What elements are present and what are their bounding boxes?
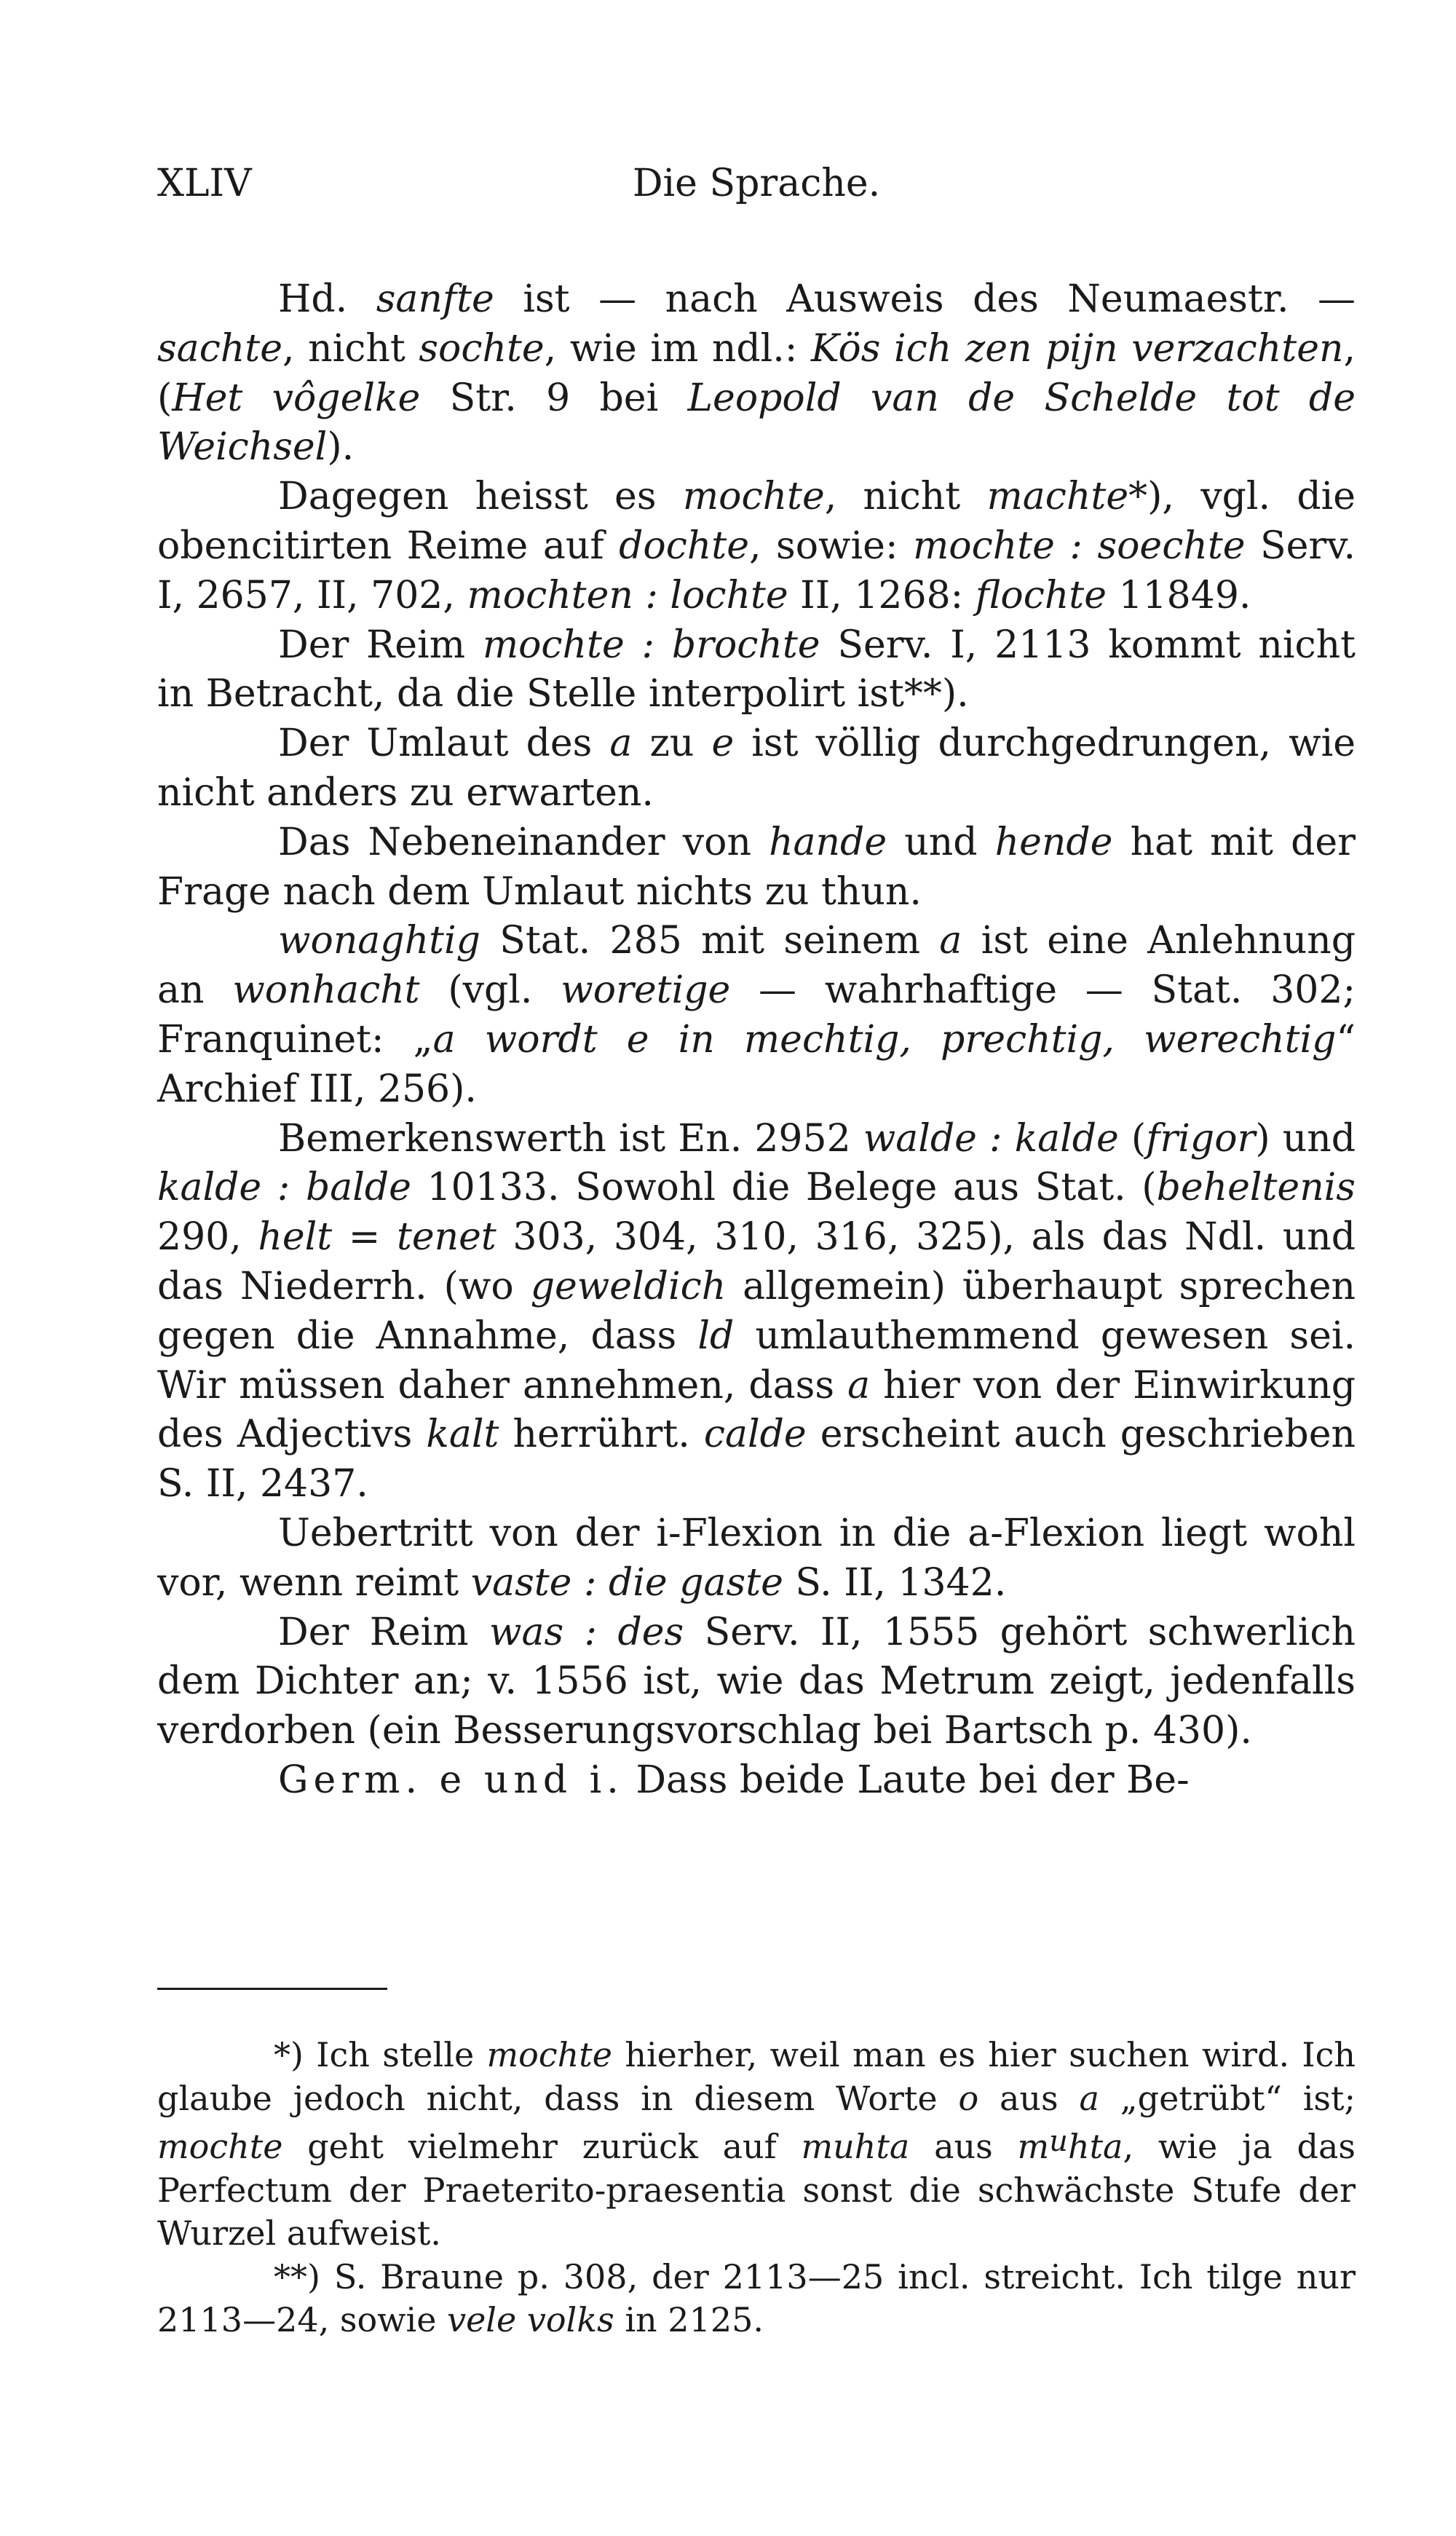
main-text <box>157 275 1356 1806</box>
paragraph-hd-sanfte: Hd. sanfte ist — nach Ausweis des Neumaestr. — sachte, nicht sochte, wie im ndl.: Kös ich zen pijn verzachten, (Het vôgelke Str. 9 bei Leopold van de Schelde tot de Weichsel). <box>157 277 1356 470</box>
footnote-1: *) Ich stelle mochte hierher, weil man es hier suchen wird. Ich glaube jedoch nicht, dass in diesem Worte o aus a „getrübt“ ist; mochte geht vielmehr zurück auf muhta aus muhta, wie ja das Perfectum der Praeterito-praesentia sonst die schwächste Stufe der Wurzel aufweist. <box>157 2035 1356 2253</box>
paragraph-flexion: Uebertritt von der i-Flexion in die a-Flexion liegt wohl vor, wenn reimt vaste : die gaste S. II, 1342. <box>157 1511 1356 1605</box>
footnotes <box>157 2034 1356 2342</box>
paragraph-germ-e-i: Germ. e und i. Dass beide Laute bei der Be- <box>278 1758 1190 1802</box>
paragraph-walde-kalde: Bemerkenswerth ist En. 2952 walde : kalde (frigor) und kalde : balde 10133. Sowohl die Belege aus Stat. (beheltenis 290, helt = tenet 303, 304, 310, 316, 325), als das Ndl. und das Niederrh. (wo geweldich allgemein) überhaupt sprechen gegen die Annahme, dass ld umlauthemmend gewesen sei. Wir müssen daher annehmen, dass a hier von der Einwirkung des Adjectivs kalt herrührt. calde erscheint auch geschrieben S. II, 2437. <box>157 1116 1356 1506</box>
paragraph-reim-brochte: Der Reim mochte : brochte Serv. I, 2113 kommt nicht in Betracht, da die Stelle interpolirt ist**). <box>157 623 1356 716</box>
footnote-2: **) S. Braune p. 308, der 2113—25 incl. streicht. Ich tilge nur 2113—24, sowie vele volks in 2125. <box>157 2256 1356 2339</box>
paragraph-wonaghtig: wonaghtig Stat. 285 mit seinem a ist eine Anlehnung an wonhacht (vgl. woretige — wahrhaftige — Stat. 302; Franquinet: „a wordt e in mechtig, prechtig, werechtig“ Archief III, 256). <box>157 919 1356 1111</box>
running-title: Die Sprache. <box>632 162 881 205</box>
paragraph-mochte: Dagegen heisst es mochte, nicht machte*), vgl. die obencitirten Reime auf dochte, sowie: mochte : soechte Serv. I, 2657, II, 702, mochten : lochte II, 1268: flochte 11849. <box>157 475 1356 617</box>
page-header <box>157 162 1356 220</box>
paragraph-umlaut: Der Umlaut des a zu e ist völlig durchgedrungen, wie nicht anders zu erwarten. <box>157 722 1356 815</box>
page-number: XLIV <box>157 162 252 205</box>
paragraph-hande-hende: Das Nebeneinander von hande und hende hat mit der Frage nach dem Umlaut nichts zu thun. <box>157 820 1356 914</box>
footnote-divider <box>157 1988 387 1990</box>
paragraph-was-des: Der Reim was : des Serv. II, 1555 gehört schwerlich dem Dichter an; v. 1556 ist, wie das Metrum zeigt, jedenfalls verdorben (ein Besserungsvorschlag bei Bartsch p. 430). <box>157 1610 1356 1753</box>
